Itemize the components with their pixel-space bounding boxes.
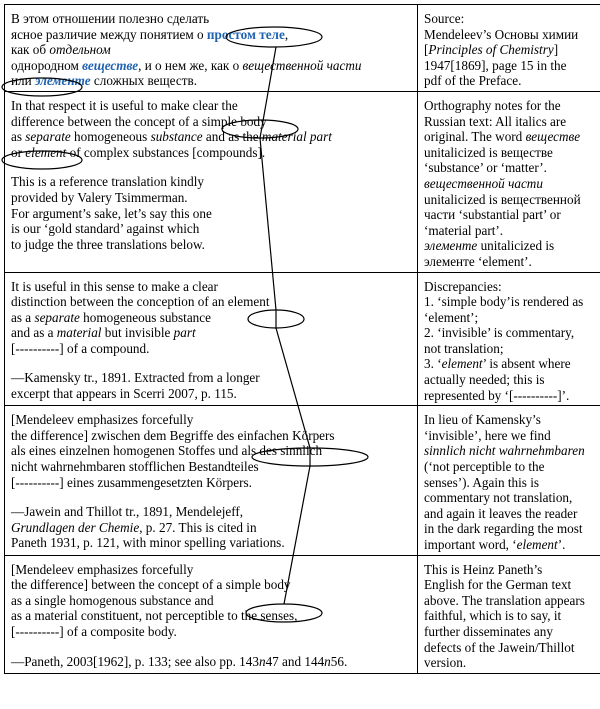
text-segment: and as a (11, 325, 57, 341)
text-segment: ‘material part’. (424, 222, 504, 238)
text-segment: For argument’s sake, let’s say this one (11, 205, 212, 221)
text-line (11, 310, 411, 326)
text-segment: homogeneous (70, 129, 151, 145)
text-line (11, 325, 411, 341)
text-line (11, 535, 411, 551)
text-segment: and as the (202, 129, 262, 145)
text-segment: above. The translation appears (424, 592, 585, 608)
text-segment: unitalicized is (477, 238, 555, 254)
text-segment: original. The word (424, 129, 526, 145)
text-segment: actually needed; this is (424, 372, 545, 388)
text-segment: separate (34, 309, 80, 325)
text-segment: веществе (525, 129, 581, 145)
text-line (424, 372, 600, 388)
translation-cell (5, 91, 418, 272)
text-line (424, 443, 600, 459)
text-line (11, 654, 411, 670)
text-line (11, 174, 411, 190)
text-line (11, 237, 411, 253)
text-segment: English for the German text (424, 577, 572, 593)
text-line (424, 129, 600, 145)
text-line (424, 428, 600, 444)
text-line (424, 341, 600, 357)
text-line (424, 577, 600, 593)
text-line (11, 11, 411, 27)
text-segment: element (441, 356, 483, 372)
text-line (424, 356, 600, 372)
text-segment: элементе ‘element’. (424, 253, 532, 269)
translation-cell (5, 406, 418, 555)
text-segment: 3. ‘ (424, 356, 442, 372)
text-segment: В этом отношении полезно сделать (11, 11, 210, 26)
text-line (424, 11, 600, 27)
text-line (424, 593, 600, 609)
text-segment: als eines einzelnen homogenen Stoffes und als des sinnlich (11, 443, 323, 459)
text-segment: элементе (35, 73, 91, 89)
text-segment: pdf of the Preface. (424, 73, 522, 89)
text-segment: nicht wahrnehmbaren stofflichen Bestandteiles (11, 459, 259, 475)
text-line (11, 608, 411, 624)
commentary-cell (418, 406, 600, 555)
table-row (5, 406, 600, 555)
text-segment: ’. (557, 537, 566, 552)
text-segment: n (324, 653, 331, 669)
text-segment: Mendeleev’s Основы химии (424, 26, 579, 42)
text-segment: [----------] eines zusammengesetzten Körpers. (11, 474, 252, 490)
text-segment: 2. ‘invisible’ is commentary, (424, 325, 575, 341)
translation-cell (5, 5, 418, 92)
text-segment: 56. (330, 653, 348, 669)
text-segment: как об (11, 42, 50, 58)
text-line (424, 310, 600, 326)
text-line (424, 254, 600, 270)
text-line (424, 42, 600, 58)
text-segment: Paneth 1931, p. 121, with minor spelling variations. (11, 535, 285, 551)
text-segment: однородном (11, 57, 83, 73)
text-segment: [----------] of a composite body. (11, 623, 177, 639)
text-segment: —Kamensky tr., 1891. Extracted from a longer (11, 370, 260, 386)
table-row (5, 5, 600, 92)
text-segment: ‘element’; (424, 309, 479, 325)
text-segment: 1. ‘simple body’is rendered as (424, 294, 584, 310)
text-segment: in the dark regarding the most (424, 521, 583, 537)
text-line (424, 325, 600, 341)
text-segment: faithful, which is to say, it (424, 608, 562, 624)
text-segment: ‘invisible’, here we find (424, 427, 551, 443)
text-line (11, 58, 411, 74)
text-line (11, 520, 411, 536)
text-segment: as (11, 129, 26, 145)
text-segment: вещественной части (242, 57, 362, 73)
text-segment: senses’). Again this is (424, 474, 540, 490)
text-line (424, 506, 600, 522)
commentary-cell (418, 272, 600, 406)
text-segment: version. (424, 655, 467, 671)
text-segment: to judge the three translations below. (11, 236, 205, 252)
text-segment: material part (261, 129, 332, 145)
table-row (5, 555, 600, 673)
text-segment: This is Heinz Paneth’s (424, 561, 543, 577)
text-line (11, 73, 411, 89)
text-segment: further disseminates any (424, 623, 553, 639)
table-row (5, 272, 600, 406)
text-line (424, 459, 600, 475)
text-segment: , и о нем же, как о (138, 57, 243, 73)
text-line (424, 114, 600, 130)
text-line (424, 207, 600, 223)
text-segment: Discrepancies: (424, 278, 502, 294)
text-segment: not translation; (424, 340, 504, 356)
text-line (11, 562, 411, 578)
text-line (11, 504, 411, 520)
text-line (11, 386, 411, 402)
commentary-cell (418, 91, 600, 272)
text-line (11, 475, 411, 491)
text-line (11, 221, 411, 237)
text-line (11, 428, 411, 444)
blank-line (11, 490, 411, 504)
text-line (424, 279, 600, 295)
text-segment: 47 and 144 (265, 653, 325, 669)
text-segment: ] (553, 42, 559, 58)
text-segment: Grundlagen der Chemie (11, 519, 140, 535)
text-line (424, 145, 600, 161)
text-line (11, 412, 411, 428)
text-line (424, 412, 600, 428)
text-line (11, 593, 411, 609)
text-segment: is our ‘gold standard’ against which (11, 221, 200, 237)
text-segment: , (284, 26, 289, 42)
text-line (424, 608, 600, 624)
text-line (424, 98, 600, 114)
text-line (11, 577, 411, 593)
text-segment: difference between the concept of a simple body (11, 113, 267, 129)
text-segment: ’ is absent where (482, 356, 571, 372)
text-line (11, 27, 411, 43)
text-segment: unitalicized is вещественной (424, 191, 581, 207)
text-segment: unitalicized is веществе (424, 144, 553, 160)
text-line (424, 562, 600, 578)
text-segment: —Jawein and Thillot tr., 1891, Mendelejeff, (11, 504, 244, 520)
text-segment: , p. 27. This is cited in (139, 519, 257, 535)
text-line (424, 624, 600, 640)
table-body (5, 5, 600, 674)
text-line (11, 145, 411, 161)
table-row (5, 91, 600, 272)
text-line (11, 129, 411, 145)
text-line (424, 223, 600, 239)
text-segment: вещественной части (424, 175, 543, 191)
text-line (424, 521, 600, 537)
text-line (11, 341, 411, 357)
commentary-cell (418, 555, 600, 673)
text-segment: [Mendeleev emphasizes forcefully (11, 412, 194, 428)
text-segment: n (258, 653, 266, 669)
text-line (424, 160, 600, 176)
text-segment: ‘substance’ or ‘matter’. (424, 160, 547, 176)
text-segment: [----------] of a compound. (11, 340, 150, 356)
text-segment: веществе (82, 57, 139, 73)
text-segment: Principles of Chemistry (428, 42, 554, 58)
text-segment: In lieu of Kamensky’s (424, 412, 541, 428)
text-segment: the difference] zwischen dem Begriffe des einfachen Körpers (11, 427, 335, 443)
text-segment: represented by ‘[----------]’. (424, 387, 570, 403)
text-line (11, 459, 411, 475)
text-segment: as a material constituent, not perceptible to the senses, (11, 608, 298, 624)
text-line (11, 190, 411, 206)
blank-line (11, 356, 411, 370)
text-segment: substance (150, 129, 203, 145)
text-segment: Orthography notes for the (424, 97, 561, 113)
text-segment: as a (11, 309, 35, 325)
translation-cell (5, 272, 418, 406)
text-line (11, 279, 411, 295)
text-line (11, 42, 411, 58)
text-line (424, 490, 600, 506)
text-segment: части ‘substantial part’ or (424, 207, 561, 223)
text-segment: It is useful in this sense to make a clear (11, 278, 218, 294)
text-segment: defects of the Jawein/Thillot (424, 639, 575, 655)
text-segment: (‘not perceptible to the (424, 459, 545, 475)
text-line (424, 294, 600, 310)
text-segment: provided by Valery Tsimmerman. (11, 189, 188, 205)
text-segment: In that respect it is useful to make clear the (11, 97, 238, 113)
text-segment: или (11, 73, 35, 89)
text-segment: material (56, 325, 102, 341)
text-segment: element (25, 144, 67, 160)
text-segment: ясное различие между понятием о (11, 26, 207, 42)
text-line (424, 192, 600, 208)
translation-cell (5, 555, 418, 673)
text-segment: the difference] between the concept of a simple body (11, 577, 291, 593)
text-line (424, 388, 600, 404)
text-line (11, 114, 411, 130)
text-segment: 1947[1869], page 15 in the (424, 57, 567, 73)
text-line (424, 27, 600, 43)
text-segment: part (173, 325, 196, 341)
text-segment: or (11, 144, 26, 160)
text-segment: but invisible (101, 325, 174, 341)
text-line (11, 294, 411, 310)
text-line (424, 238, 600, 254)
text-segment: element (516, 537, 558, 552)
text-segment: sinnlich nicht wahrnehmbaren (424, 443, 585, 459)
text-segment: элементе (424, 238, 478, 254)
text-line (424, 176, 600, 192)
text-segment: Russian text: All italics are (424, 113, 567, 129)
text-line (11, 624, 411, 640)
text-segment: простом теле (206, 26, 285, 42)
text-segment: homogeneous substance (79, 309, 211, 325)
text-segment: сложных веществ. (90, 73, 197, 89)
text-line (11, 370, 411, 386)
blank-line (11, 640, 411, 654)
text-line (424, 73, 600, 89)
text-segment: commentary not translation, (424, 490, 573, 506)
text-line (11, 206, 411, 222)
commentary-cell (418, 5, 600, 92)
text-segment: [Mendeleev emphasizes forcefully (11, 561, 194, 577)
text-segment: excerpt that appears in Scerri 2007, p. 115. (11, 386, 237, 402)
blank-line (11, 160, 411, 174)
text-segment: and again it leaves the reader (424, 505, 578, 521)
text-line (11, 443, 411, 459)
translation-comparison-table (4, 4, 600, 674)
text-segment: This is a reference translation kindly (11, 174, 204, 190)
text-segment: as a single homogenous substance and (11, 592, 214, 608)
text-segment: important word, ‘ (424, 537, 517, 552)
text-line (11, 98, 411, 114)
text-segment: [ (424, 42, 429, 58)
text-segment: Source: (424, 11, 465, 26)
text-segment: отдельном (49, 42, 111, 58)
text-segment: separate (25, 129, 71, 145)
text-line (424, 58, 600, 74)
text-line (424, 655, 600, 671)
text-segment: —Paneth, 2003[1962], p. 133; see also pp. 143 (11, 653, 259, 669)
text-segment: of complex substances [compounds]. (66, 144, 266, 160)
text-line (424, 640, 600, 656)
text-segment: distinction between the conception of an element (11, 294, 270, 310)
text-line (424, 537, 600, 553)
text-line (424, 475, 600, 491)
